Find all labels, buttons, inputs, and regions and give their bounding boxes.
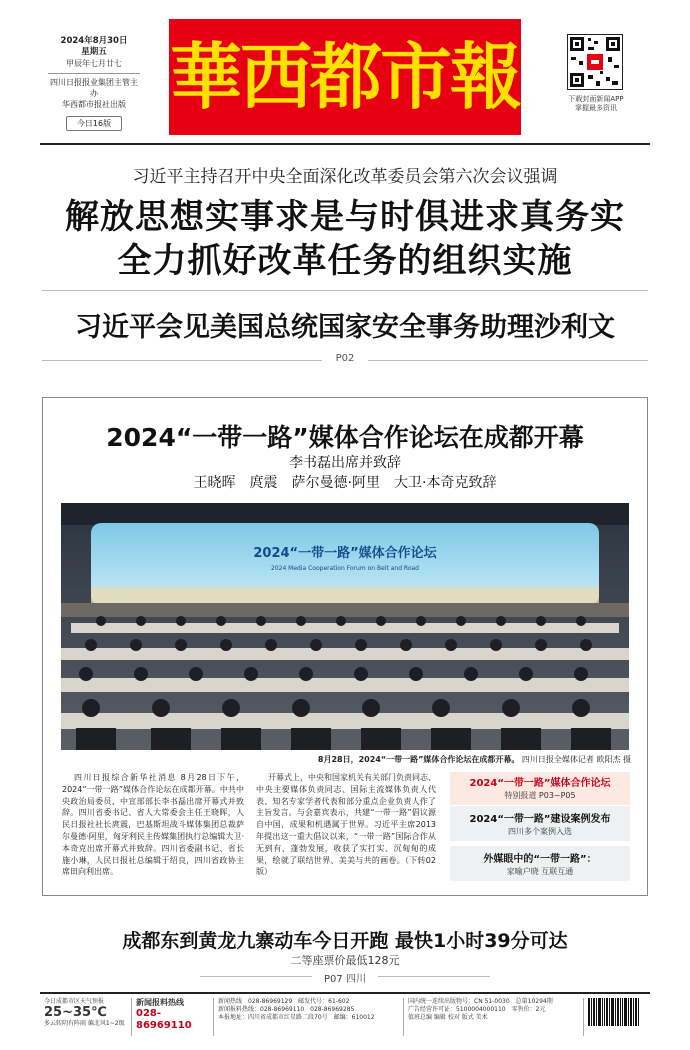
issue-date: 2024年8月30日 — [60, 36, 128, 46]
photo-credit: 四川日报全媒体记者 欧阳杰 摄 — [521, 755, 631, 764]
date-block — [48, 36, 140, 131]
article-column-2: 开幕式上，中央和国家机关有关部门负责同志、中央主要媒体负责同志、国际主流媒体负责人代表、知名专家学者代表和部分重点企业负责人作了主旨发言。与会嘉宾表示，共建“一带一路”倡议源自中国，成果和机遇属于世界。习近平主席2013年提出这一重大倡议以来，“一带一路”国际合作从无到有、蓬勃发展，收获了实打实、沉甸甸的成果，绘就了联结世界、美美与共的画卷。（下转02版） — [256, 773, 436, 877]
page-count-badge: 今日16版 — [66, 116, 122, 131]
feature-subtitle-1: 李书磊出席并致辞 — [289, 455, 401, 471]
forum-photo — [61, 503, 629, 750]
weather-temp: 25~35℃ — [44, 1005, 107, 1020]
cases-release-box[interactable] — [450, 806, 630, 841]
publisher-line-1: 四川日报报业集团主管主办 — [48, 73, 140, 99]
weather-label: 今日成都市区天气预报 — [44, 998, 105, 1005]
contact-info-2: 新闻报料热线：028-86969110 028-86969285 — [218, 1006, 355, 1013]
cases-release-sub: 四川多个案例入选 — [508, 827, 572, 836]
page-ref-rule-right — [368, 360, 648, 361]
masthead-divider — [40, 143, 650, 145]
contact-info — [214, 998, 404, 1036]
page-reference-p02[interactable]: P02 — [335, 353, 355, 364]
publication-info-2: 广告经营许可证：5100004000110 零售价：2元 — [408, 1006, 546, 1013]
weather-block — [40, 998, 132, 1036]
photo-banner-cn: 2024“一带一路”媒体合作论坛 — [253, 546, 437, 561]
bottom-subheadline: 二等座票价最低128元 — [290, 954, 400, 967]
publication-info — [404, 998, 584, 1036]
newspaper-logo — [169, 19, 521, 135]
photo-caption — [299, 754, 631, 765]
page-reference-p07[interactable]: P07 四川 — [324, 974, 366, 985]
photo-banner-en: 2024 Media Cooperation Forum on Belt and Road — [271, 565, 419, 572]
contact-info-3: 本报地址：四川省成都市红星路二段70号 邮编：610012 — [218, 1014, 375, 1021]
lead-headline-2[interactable]: 全力抓好改革任务的组织实施 — [117, 241, 573, 281]
hotline-block — [132, 998, 214, 1036]
p07-rule-right — [378, 976, 490, 977]
publisher-line-2: 华西都市报社出版 — [62, 100, 126, 109]
contact-info-1: 新闻热线 028-86969129 邮发代号：61-602 — [218, 998, 350, 1005]
publication-info-3: 值班总编 编辑 校对 版式 美术 — [408, 1014, 488, 1021]
section-divider — [42, 290, 648, 291]
cases-release-title: 2024“一带一路”建设案例发布 — [469, 814, 611, 825]
hotline-label: 新闻报料热线 — [136, 998, 184, 1007]
photo-caption-text: 8月28日，2024“一带一路”媒体合作论坛在成都开幕。 — [317, 755, 520, 764]
second-headline[interactable]: 习近平会见美国总统国家安全事务助理沙利文 — [75, 312, 615, 343]
weather-desc: 多云转阴有阵雨 偏北风1~2级 — [44, 1020, 125, 1027]
foreign-media-sub: 家喻户晓 互联互通 — [506, 867, 574, 876]
special-report-title: 2024“一带一路”媒体合作论坛 — [469, 778, 611, 789]
logo-text: 華西都市報 — [169, 34, 520, 119]
feature-subtitle-2: 王晓晖 庹震 萨尔曼德·阿里 大卫·本奇克致辞 — [193, 475, 497, 491]
qr-caption — [556, 95, 636, 113]
lead-headline-1[interactable]: 解放思想实事求是与时俱进求真务实 — [65, 197, 625, 237]
issue-weekday: 星期五 — [81, 47, 107, 57]
special-report-pages: 特别报道 P03~P05 — [504, 791, 576, 800]
qr-caption-line-1: 下载封面新闻APP — [568, 95, 624, 103]
foreign-media-title: 外媒眼中的“一带一路”： — [483, 854, 597, 865]
lunar-date: 甲辰年七月廿七 — [66, 59, 122, 68]
footer — [40, 998, 650, 1036]
bottom-headline[interactable]: 成都东到黄龙九寨动车今日开跑 最快1小时39分可达 — [122, 930, 568, 952]
publication-info-1: 国内统一连续出版物号：CN 51-0030 总第10294期 — [408, 998, 553, 1005]
article-column-1: 四川日报综合新华社消息 8月28日下午，2024“一带一路”媒体合作论坛在成都开幕。中共中央政治局委员、中宣部部长李书磊出席开幕式并致辞。四川省委书记、省人大常委会主任王晓晖，人民日报社社长庹震，巴基斯坦战斗媒体集团总裁萨尔曼德·阿里，匈牙利民主传媒集团执行总编辑大卫·本奇克出席开幕式并致辞。四川省委副书记、省长施小琳，人民日报社总编辑于绍良，四川省政协主席田向利出席。 — [62, 773, 244, 877]
foreign-media-box[interactable] — [450, 846, 630, 881]
special-report-box[interactable] — [450, 772, 630, 805]
qr-code-icon[interactable] — [567, 34, 623, 90]
footer-divider — [40, 992, 650, 994]
hotline-number[interactable]: 028-86969110 — [136, 1008, 192, 1031]
feature-title[interactable]: 2024“一带一路”媒体合作论坛在成都开幕 — [106, 423, 584, 452]
lead-kicker: 习近平主持召开中央全面深化改革委员会第六次会议强调 — [132, 167, 558, 187]
qr-caption-line-2: 掌握最多资讯 — [575, 104, 617, 112]
barcode-icon — [584, 998, 648, 1036]
